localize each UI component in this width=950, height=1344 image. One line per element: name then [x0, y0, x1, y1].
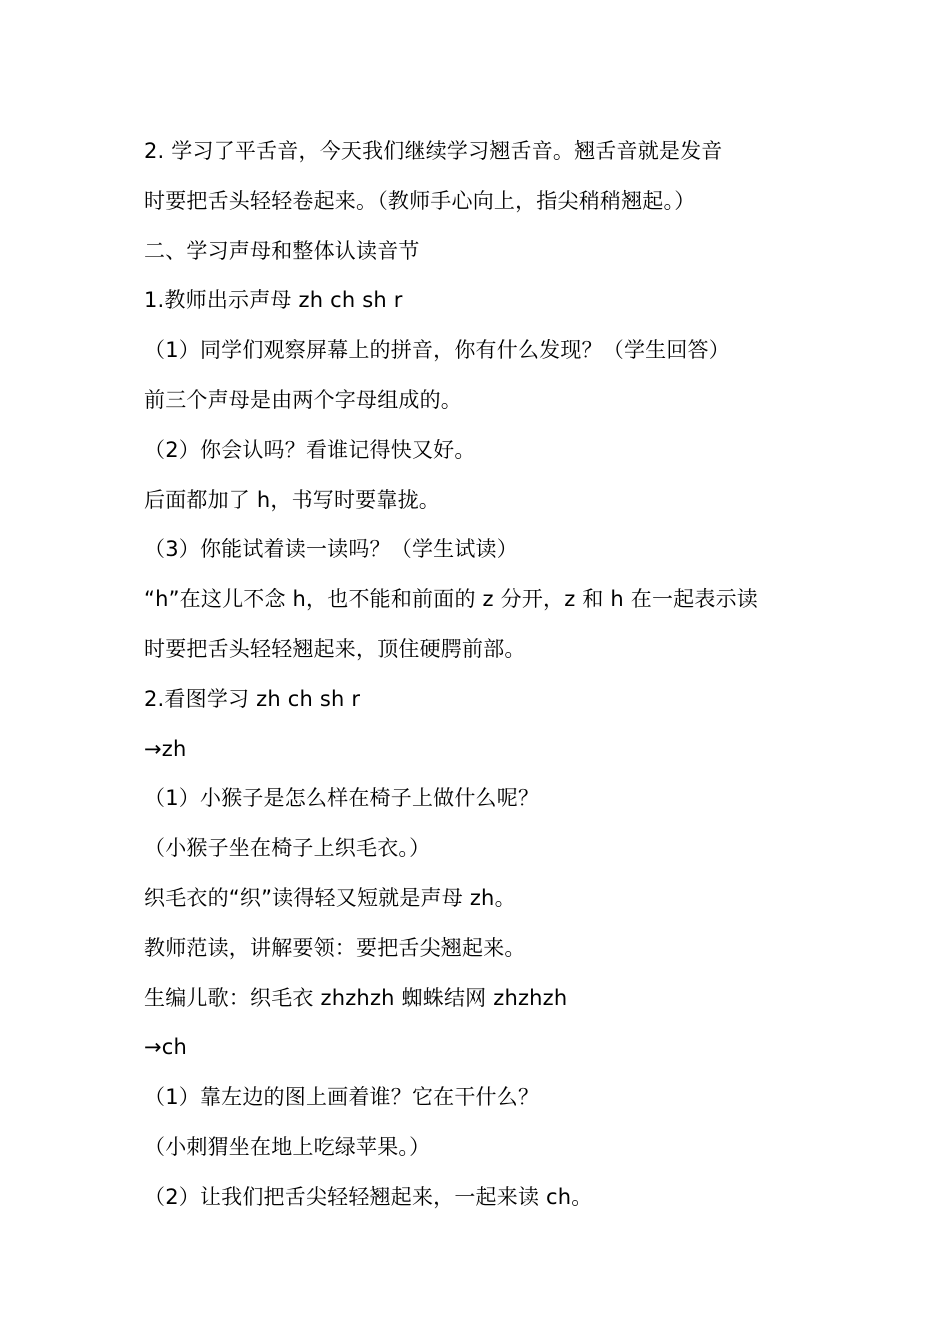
text-line: →ch — [144, 1035, 188, 1060]
text-line: 时要把舌头轻轻翘起来，顶住硬腭前部。 — [144, 636, 526, 661]
text-line: （2）让我们把舌尖轻轻翘起来，一起来读 ch。 — [144, 1184, 593, 1209]
text-line: 时要把舌头轻轻卷起来。（教师手心向上，指尖稍稍翘起。） — [144, 188, 696, 213]
text-line: “h”在这儿不念 h，也不能和前面的 z 分开，z 和 h 在一起表示读 — [144, 587, 758, 612]
text-line: 后面都加了 h，书写时要靠拢。 — [144, 487, 440, 512]
text-line: （小刺猬坐在地上吃绿苹果。） — [144, 1134, 431, 1159]
text-line: →zh — [144, 736, 187, 761]
text-line: 织毛衣的“织”读得轻又短就是声母 zh。 — [144, 885, 516, 910]
text-line: 生编儿歌：织毛衣 zhzhzh 蜘蛛结网 zhzhzh — [144, 985, 568, 1010]
text-line: 1.教师出示声母 zh ch sh r — [144, 288, 403, 313]
text-line: （1）同学们观察屏幕上的拼音，你有什么发现？（学生回答） — [144, 338, 730, 363]
text-line: （2）你会认吗？看谁记得快又好。 — [144, 437, 476, 462]
text-line: 教师范读，讲解要领：要把舌尖翘起来。 — [144, 935, 526, 960]
text-line: 2. 学习了平舌音，今天我们继续学习翘舌音。翘舌音就是发音 — [144, 139, 723, 163]
text-line: 前三个声母是由两个字母组成的。 — [144, 387, 462, 412]
text-line: （1）小猴子是怎么样在椅子上做什么呢？ — [144, 786, 540, 811]
document-body — [144, 127, 824, 1223]
text-line: （3）你能试着读一读吗？（学生试读） — [144, 537, 518, 562]
text-line: （1）靠左边的图上画着谁？它在干什么？ — [144, 1085, 540, 1110]
text-line: 2.看图学习 zh ch sh r — [144, 686, 361, 711]
text-line: （小猴子坐在椅子上织毛衣。） — [144, 836, 431, 861]
section-heading: 二、学习声母和整体认读音节 — [144, 238, 420, 263]
